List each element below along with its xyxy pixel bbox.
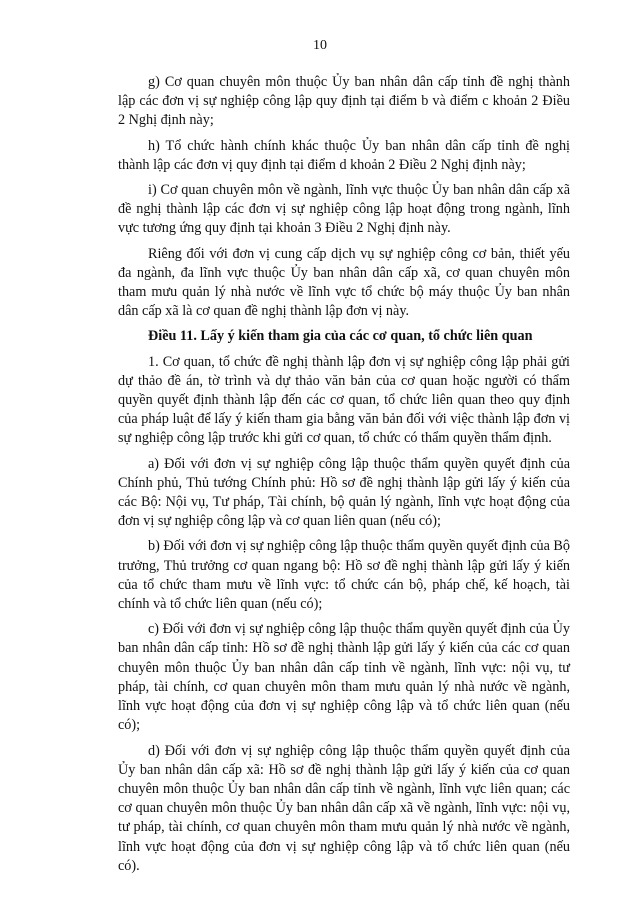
article-heading: Điều 11. Lấy ý kiến tham gia của các cơ quan, tổ chức liên quan	[148, 328, 533, 345]
paragraph-h: h) Tổ chức hành chính khác thuộc Ủy ban nhân dân cấp tỉnh đề nghị thành lập các đơn vị quy định tại điểm d khoản 2 Điều 2 Nghị định này;	[118, 137, 570, 173]
paragraph-g: g) Cơ quan chuyên môn thuộc Ủy ban nhân dân cấp tỉnh đề nghị thành lập các đơn vị sự nghiệp công lập quy định tại điểm b và điểm c khoản 2 Điều 2 Nghị định này;	[118, 74, 570, 129]
point-a: a) Đối với đơn vị sự nghiệp công lập thuộc thẩm quyền quyết định của Chính phủ, Thủ tướng Chính phủ: Hồ sơ đề nghị thành lập gửi lấy ý kiến của các Bộ: Nội vụ, Tư pháp, Tài chính, bộ quản lý ngành, lĩnh vực hoạt động của đơn vị sự nghiệp công lập và cơ quan liên quan (nếu có);	[118, 455, 570, 530]
page-number: 10	[313, 38, 327, 53]
clause-1: 1. Cơ quan, tổ chức đề nghị thành lập đơn vị sự nghiệp công lập phải gửi dự thảo đề án, tờ trình và dự thảo văn bản của cơ quan hoặc người có thẩm quyền quyết định thành lập đến các cơ quan, tổ chức liên quan theo quy định của pháp luật để lấy ý kiến tham gia bằng văn bản đối với việc thành lập đơn vị sự nghiệp công lập trước khi gửi cơ quan, tổ chức có thẩm quyền thẩm định.	[118, 353, 570, 447]
paragraph-special-case: Riêng đối với đơn vị cung cấp dịch vụ sự nghiệp công cơ bản, thiết yếu đa ngành, đa lĩnh vực thuộc Ủy ban nhân dân cấp xã, cơ quan chuyên môn tham mưu quản lý nhà nước về lĩnh vực tổ chức bộ máy thuộc Ủy ban nhân dân cấp xã là cơ quan đề nghị thành lập đơn vị này.	[118, 245, 570, 320]
paragraph-i: i) Cơ quan chuyên môn về ngành, lĩnh vực thuộc Ủy ban nhân dân cấp xã đề nghị thành lập các đơn vị sự nghiệp công lập hoạt động trong ngành, lĩnh vực tương ứng quy định tại khoản 3 Điều 2 Nghị định này.	[118, 182, 570, 237]
point-b: b) Đối với đơn vị sự nghiệp công lập thuộc thẩm quyền quyết định của Bộ trưởng, Thủ trưởng cơ quan ngang bộ: Hồ sơ đề nghị thành lập gửi lấy ý kiến của tổ chức tham mưu về lĩnh vực: tổ chức cán bộ, pháp chế, kế hoạch, tài chính và tổ chức liên quan (nếu có);	[118, 538, 570, 613]
point-c: c) Đối với đơn vị sự nghiệp công lập thuộc thẩm quyền quyết định của Ủy ban nhân dân cấp tỉnh: Hồ sơ đề nghị thành lập gửi lấy ý kiến của các cơ quan chuyên môn thuộc Ủy ban nhân dân cấp tỉnh về ngành, lĩnh vực: nội vụ, tư pháp, tài chính, cơ quan chuyên môn tham mưu quản lý nhà nước về ngành, lĩnh vực hoạt động của đơn vị sự nghiệp công lập và tổ chức liên quan (nếu có);	[118, 621, 570, 734]
point-d: d) Đối với đơn vị sự nghiệp công lập thuộc thẩm quyền quyết định của Ủy ban nhân dân cấp xã: Hồ sơ đề nghị thành lập gửi lấy ý kiến của cơ quan chuyên môn thuộc Ủy ban nhân dân cấp tỉnh về ngành, lĩnh vực liên quan; các cơ quan chuyên môn thuộc Ủy ban nhân dân cấp xã về ngành, lĩnh vực: nội vụ, tư pháp, tài chính, cơ quan chuyên môn tham mưu quản lý nhà nước về ngành, lĩnh vực hoạt động của đơn vị sự nghiệp công lập và tổ chức liên quan (nếu có).	[118, 742, 570, 874]
